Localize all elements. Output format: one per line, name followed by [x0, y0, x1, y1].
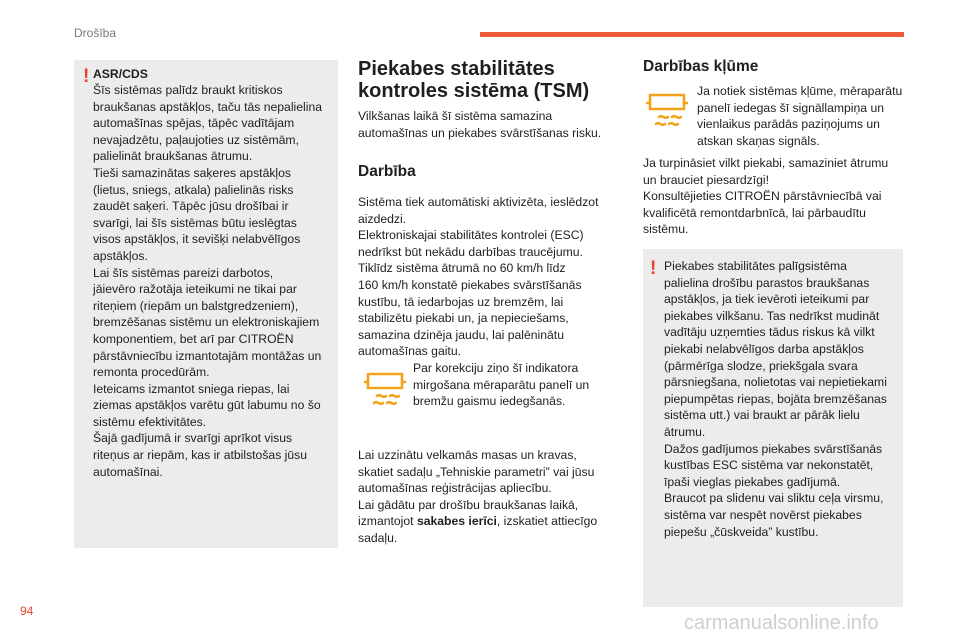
coupling-device-term: sakabes ierīci	[416, 514, 497, 529]
trailer-stability-icon	[645, 89, 689, 129]
tsm-warning-text: Piekabes stabilitātes palīgsistēma palielina drošību parastos braukšanas apstākļos, ja tiek ievēroti ieteikumi par piekabes vilkšanu. Tas nedrīkst mudināt vadītāju uzņemties tādus riskus kā vilkt piekabi nelabvēlīgos darba apstākļos (pārmērīga slodze, priekšgala svara pārsniegšana, nolietotas vai nepietiekami piepumpētas riepas, bojāta bremzēšanas sistēma utt.) vai braukt ar pārāk lielu ātrumu. Dažos gadījumos piekabes svārstīšanās kustības ESC sistēma var nekonstatēt, īpaši vieglas piekabes gadījumā. Braucot pa slidenu vai sliktu ceļa virsmu, sistēma var nespēt novērst piekabes piepešu „čūskveida” kustību.	[664, 259, 887, 539]
weights-text: Lai uzzinātu velkamās masas un kravas, skatiet sadaļu „Tehniskie parametri” vai jūsu automašīnas reģistrācijas apliecību. Lai gādātu par drošību braukšanas laikā, izmantojot sakabes ierīci, izskatiet attiecīgo sadaļu.	[358, 448, 598, 545]
asr-cds-body: Šīs sistēmas palīdz braukt kritiskos braukšanas apstākļos, taču tās nepalielina automašīnas spējas, tāpēc vadītājam nevajadzētu, paļaujoties uz sistēmām, palielināt braukšanas ātrumu. Tieši samazinātas saķeres apstākļos (lietus, sniegs, atkala) palielinās risks zaudēt saķeri. Tāpēc jūsu drošībai ir svarīgi, lai šīs sistēmas būtu ieslēgtas visos apstākļos, it sevišķi nelabvēlīgos apstākļos. Lai šīs sistēmas pareizi darbotos, jāievēro ražotāja ieteikumi ne tikai par riteņiem (riepām un balstgredzeniem), bremzēšanas sistēmu un elektroniskajiem komponentiem, bet arī par CITROËN pārstāvniecību izmantotajām montāžas un remonta procedūrām. Ieteicams izmantot sniega riepas, lai ziemas apstākļos varētu gūt labumu no šo sistēmu efektivitātes. Šajā gadījumā ir svarīgi aprīkot visus riteņus ar riepām, kas ir atbilstošas jūsu automašīnai.	[93, 83, 322, 479]
asr-cds-title: ASR/CDS	[93, 67, 148, 81]
operation-heading: Darbība	[358, 163, 416, 180]
fault-indicator-text: Ja notiek sistēmas kļūme, mēraparātu panelī iedegas šī signāllampiņa un vienlaikus parādās paziņojums un atskan skaņas signāls.	[697, 84, 903, 148]
watermark: carmanualsonline.info	[684, 612, 879, 634]
warning-exclamation-icon: !	[650, 258, 657, 279]
indicator-text: Par korekciju ziņo šī indikatora mirgošana mēraparātu panelī un bremžu gaismu iedegšanās.	[413, 361, 590, 409]
fault-advice: Ja turpināsiet vilkt piekabi, samaziniet ātrumu un brauciet piesardzīgi! Konsultējieties CITROËN pārstāvniecībā vai kvalificētā remontdarbnīcā, lai pārbaudītu sistēmu.	[643, 156, 889, 237]
header-accent-bar	[480, 32, 904, 37]
trailer-stability-icon	[363, 368, 407, 408]
page-number: 94	[20, 604, 34, 618]
tsm-intro: Vilkšanas laikā šī sistēma samazina automašīnas un piekabes svārstīšanas risku.	[358, 109, 602, 140]
operation-text: Sistēma tiek automātiski aktivizēta, ieslēdzot aizdedzi. Elektroniskajai stabilitātes kontrolei (ESC) nedrīkst būt nekādu darbības traucējumu. Tiklīdz sistēma ātrumā no 60 km/h līdz 160 km/h konstatē piekabes svārstīšanās kustību, tā iedarbojas uz bremzēm, lai stabilizētu piekabi un, ja nepieciešams, samazina dzinēja jaudu, lai palēninātu automašīnas gaitu.	[358, 195, 599, 359]
tsm-title: Piekabes stabilitātes kontroles sistēma (TSM)	[358, 58, 590, 102]
warning-exclamation-icon: !	[83, 66, 90, 87]
section-title: Drošība	[74, 26, 117, 40]
fault-heading: Darbības kļūme	[643, 58, 759, 75]
